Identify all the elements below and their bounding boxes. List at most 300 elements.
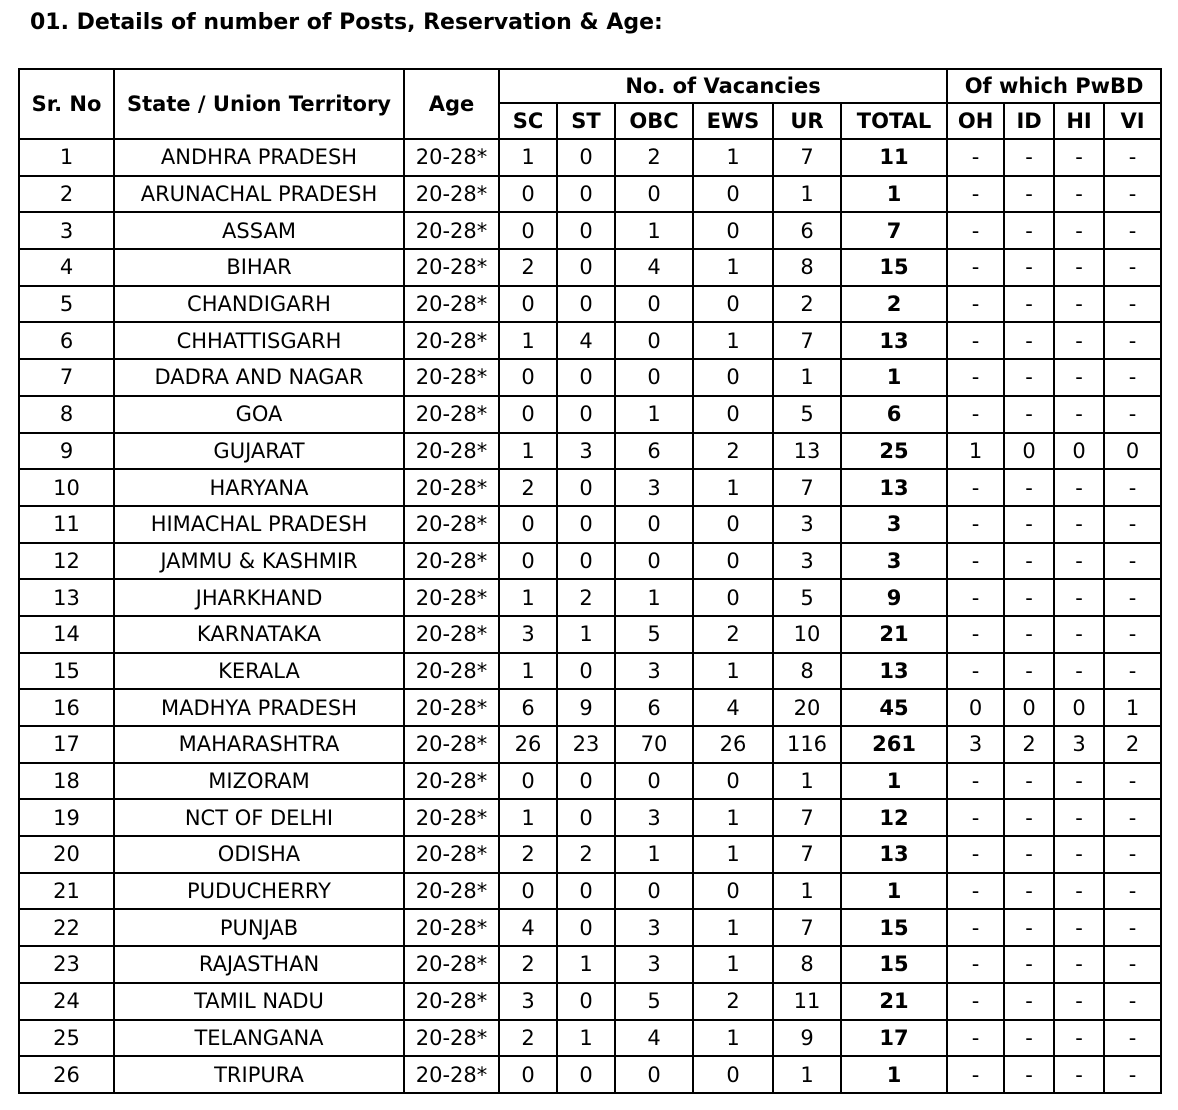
cell-hi: - <box>1054 1020 1104 1057</box>
cell-total: 3 <box>841 506 947 543</box>
cell-oh: - <box>947 396 1004 433</box>
cell-vi: - <box>1104 543 1161 580</box>
cell-ur: 7 <box>773 139 841 176</box>
table-row <box>19 616 1161 653</box>
cell-id: 0 <box>1004 689 1054 726</box>
cell-sr-no: 3 <box>19 212 114 249</box>
cell-age: 20-28* <box>404 506 499 543</box>
cell-sc: 0 <box>499 396 557 433</box>
cell-st: 23 <box>557 726 615 763</box>
cell-ur: 1 <box>773 873 841 910</box>
cell-id: 0 <box>1004 433 1054 470</box>
cell-total: 15 <box>841 946 947 983</box>
cell-age: 20-28* <box>404 616 499 653</box>
cell-sr-no: 26 <box>19 1056 114 1093</box>
cell-id: - <box>1004 543 1054 580</box>
cell-id: - <box>1004 799 1054 836</box>
cell-sr-no: 11 <box>19 506 114 543</box>
cell-state: BIHAR <box>114 249 404 286</box>
section-heading: 01. Details of number of Posts, Reservation & Age: <box>30 10 663 35</box>
cell-oh: - <box>947 176 1004 213</box>
cell-ur: 1 <box>773 763 841 800</box>
cell-sr-no: 13 <box>19 579 114 616</box>
cell-hi: - <box>1054 506 1104 543</box>
table-row <box>19 322 1161 359</box>
cell-st: 0 <box>557 249 615 286</box>
cell-st: 0 <box>557 1056 615 1093</box>
cell-ews: 0 <box>693 212 773 249</box>
cell-st: 0 <box>557 396 615 433</box>
header-total: TOTAL <box>841 103 947 139</box>
cell-ur: 7 <box>773 909 841 946</box>
cell-total: 13 <box>841 322 947 359</box>
cell-ews: 1 <box>693 469 773 506</box>
cell-vi: 2 <box>1104 726 1161 763</box>
cell-oh: - <box>947 763 1004 800</box>
cell-ur: 6 <box>773 212 841 249</box>
header-obc: OBC <box>615 103 693 139</box>
cell-ur: 8 <box>773 653 841 690</box>
cell-hi: - <box>1054 249 1104 286</box>
cell-sr-no: 5 <box>19 286 114 323</box>
cell-ews: 4 <box>693 689 773 726</box>
cell-total: 15 <box>841 909 947 946</box>
cell-oh: - <box>947 873 1004 910</box>
cell-total: 11 <box>841 139 947 176</box>
cell-ews: 0 <box>693 1056 773 1093</box>
cell-obc: 1 <box>615 836 693 873</box>
cell-oh: - <box>947 212 1004 249</box>
cell-hi: 3 <box>1054 726 1104 763</box>
cell-ews: 0 <box>693 286 773 323</box>
cell-sr-no: 10 <box>19 469 114 506</box>
cell-state: PUDUCHERRY <box>114 873 404 910</box>
cell-oh: - <box>947 506 1004 543</box>
cell-state: ARUNACHAL PRADESH <box>114 176 404 213</box>
cell-ews: 1 <box>693 836 773 873</box>
header-hi: HI <box>1054 103 1104 139</box>
cell-st: 0 <box>557 359 615 396</box>
cell-obc: 1 <box>615 579 693 616</box>
cell-oh: - <box>947 322 1004 359</box>
cell-ur: 9 <box>773 1020 841 1057</box>
cell-age: 20-28* <box>404 1056 499 1093</box>
cell-st: 0 <box>557 543 615 580</box>
table-row <box>19 139 1161 176</box>
cell-obc: 0 <box>615 506 693 543</box>
cell-hi: - <box>1054 836 1104 873</box>
header-vacancies-group: No. of Vacancies <box>499 69 947 103</box>
cell-id: - <box>1004 836 1054 873</box>
cell-oh: - <box>947 469 1004 506</box>
cell-oh: - <box>947 653 1004 690</box>
cell-sr-no: 14 <box>19 616 114 653</box>
cell-sc: 0 <box>499 506 557 543</box>
cell-sr-no: 22 <box>19 909 114 946</box>
cell-hi: 0 <box>1054 689 1104 726</box>
cell-oh: - <box>947 983 1004 1020</box>
cell-total: 1 <box>841 359 947 396</box>
cell-hi: - <box>1054 983 1104 1020</box>
cell-ews: 26 <box>693 726 773 763</box>
header-age: Age <box>404 69 499 139</box>
cell-id: - <box>1004 1056 1054 1093</box>
cell-total: 2 <box>841 286 947 323</box>
cell-obc: 70 <box>615 726 693 763</box>
cell-obc: 6 <box>615 433 693 470</box>
cell-ews: 1 <box>693 799 773 836</box>
table-row <box>19 1056 1161 1093</box>
cell-id: - <box>1004 1020 1054 1057</box>
cell-obc: 0 <box>615 286 693 323</box>
cell-vi: - <box>1104 359 1161 396</box>
cell-age: 20-28* <box>404 322 499 359</box>
table-row <box>19 579 1161 616</box>
cell-vi: - <box>1104 983 1161 1020</box>
cell-state: JAMMU & KASHMIR <box>114 543 404 580</box>
cell-sr-no: 19 <box>19 799 114 836</box>
cell-vi: - <box>1104 579 1161 616</box>
cell-obc: 3 <box>615 909 693 946</box>
cell-st: 1 <box>557 946 615 983</box>
cell-id: - <box>1004 176 1054 213</box>
cell-st: 2 <box>557 836 615 873</box>
header-id: ID <box>1004 103 1054 139</box>
cell-state: HIMACHAL PRADESH <box>114 506 404 543</box>
cell-ews: 1 <box>693 322 773 359</box>
cell-oh: - <box>947 1056 1004 1093</box>
cell-oh: - <box>947 359 1004 396</box>
cell-obc: 4 <box>615 1020 693 1057</box>
cell-st: 0 <box>557 763 615 800</box>
cell-st: 0 <box>557 286 615 323</box>
cell-state: ASSAM <box>114 212 404 249</box>
header-state: State / Union Territory <box>114 69 404 139</box>
cell-oh: 3 <box>947 726 1004 763</box>
cell-obc: 3 <box>615 469 693 506</box>
cell-id: - <box>1004 653 1054 690</box>
cell-sr-no: 18 <box>19 763 114 800</box>
cell-ur: 2 <box>773 286 841 323</box>
cell-hi: - <box>1054 176 1104 213</box>
cell-state: CHHATTISGARH <box>114 322 404 359</box>
cell-sr-no: 4 <box>19 249 114 286</box>
cell-sr-no: 1 <box>19 139 114 176</box>
table-row <box>19 836 1161 873</box>
cell-state: GOA <box>114 396 404 433</box>
cell-id: - <box>1004 616 1054 653</box>
cell-st: 0 <box>557 873 615 910</box>
header-sr-no: Sr. No <box>19 69 114 139</box>
cell-state: GUJARAT <box>114 433 404 470</box>
cell-sc: 4 <box>499 909 557 946</box>
table-row <box>19 946 1161 983</box>
cell-vi: - <box>1104 396 1161 433</box>
cell-oh: 0 <box>947 689 1004 726</box>
cell-hi: - <box>1054 396 1104 433</box>
cell-ews: 1 <box>693 139 773 176</box>
cell-total: 1 <box>841 176 947 213</box>
cell-id: - <box>1004 763 1054 800</box>
cell-ews: 2 <box>693 616 773 653</box>
cell-ur: 20 <box>773 689 841 726</box>
cell-state: PUNJAB <box>114 909 404 946</box>
cell-total: 6 <box>841 396 947 433</box>
cell-st: 3 <box>557 433 615 470</box>
cell-sr-no: 23 <box>19 946 114 983</box>
cell-vi: - <box>1104 322 1161 359</box>
cell-state: KARNATAKA <box>114 616 404 653</box>
table-row <box>19 1020 1161 1057</box>
cell-sc: 1 <box>499 139 557 176</box>
cell-sc: 0 <box>499 176 557 213</box>
cell-age: 20-28* <box>404 396 499 433</box>
cell-sc: 2 <box>499 836 557 873</box>
table-row <box>19 763 1161 800</box>
cell-ur: 1 <box>773 176 841 213</box>
cell-st: 0 <box>557 176 615 213</box>
table-row <box>19 249 1161 286</box>
cell-oh: 1 <box>947 433 1004 470</box>
cell-hi: - <box>1054 799 1104 836</box>
cell-state: MIZORAM <box>114 763 404 800</box>
cell-total: 13 <box>841 836 947 873</box>
cell-st: 0 <box>557 983 615 1020</box>
cell-state: TRIPURA <box>114 1056 404 1093</box>
cell-id: - <box>1004 396 1054 433</box>
cell-obc: 3 <box>615 653 693 690</box>
cell-state: TAMIL NADU <box>114 983 404 1020</box>
cell-age: 20-28* <box>404 359 499 396</box>
cell-id: - <box>1004 506 1054 543</box>
table-row <box>19 909 1161 946</box>
cell-total: 13 <box>841 653 947 690</box>
header-oh: OH <box>947 103 1004 139</box>
cell-ews: 0 <box>693 763 773 800</box>
cell-state: ODISHA <box>114 836 404 873</box>
cell-id: - <box>1004 359 1054 396</box>
cell-age: 20-28* <box>404 469 499 506</box>
cell-oh: - <box>947 909 1004 946</box>
cell-hi: - <box>1054 286 1104 323</box>
cell-sr-no: 15 <box>19 653 114 690</box>
cell-ews: 0 <box>693 506 773 543</box>
cell-id: - <box>1004 983 1054 1020</box>
cell-age: 20-28* <box>404 946 499 983</box>
cell-sr-no: 6 <box>19 322 114 359</box>
cell-st: 1 <box>557 1020 615 1057</box>
cell-age: 20-28* <box>404 653 499 690</box>
cell-vi: - <box>1104 286 1161 323</box>
cell-total: 261 <box>841 726 947 763</box>
cell-ews: 1 <box>693 249 773 286</box>
cell-age: 20-28* <box>404 873 499 910</box>
cell-obc: 0 <box>615 176 693 213</box>
cell-ur: 11 <box>773 983 841 1020</box>
cell-total: 7 <box>841 212 947 249</box>
cell-state: KERALA <box>114 653 404 690</box>
table-row <box>19 983 1161 1020</box>
cell-st: 0 <box>557 212 615 249</box>
cell-ews: 0 <box>693 543 773 580</box>
cell-sc: 0 <box>499 873 557 910</box>
cell-hi: - <box>1054 653 1104 690</box>
table-row <box>19 873 1161 910</box>
header-ur: UR <box>773 103 841 139</box>
cell-ur: 5 <box>773 579 841 616</box>
cell-age: 20-28* <box>404 1020 499 1057</box>
table-row <box>19 506 1161 543</box>
cell-ews: 2 <box>693 983 773 1020</box>
cell-ur: 10 <box>773 616 841 653</box>
cell-obc: 0 <box>615 1056 693 1093</box>
cell-total: 1 <box>841 1056 947 1093</box>
cell-state: TELANGANA <box>114 1020 404 1057</box>
cell-age: 20-28* <box>404 543 499 580</box>
cell-ews: 0 <box>693 359 773 396</box>
cell-ur: 13 <box>773 433 841 470</box>
vacancy-table <box>18 68 1162 1094</box>
cell-ur: 7 <box>773 322 841 359</box>
cell-oh: - <box>947 946 1004 983</box>
table-row <box>19 543 1161 580</box>
cell-ur: 1 <box>773 1056 841 1093</box>
cell-st: 0 <box>557 909 615 946</box>
cell-id: - <box>1004 286 1054 323</box>
cell-vi: - <box>1104 212 1161 249</box>
cell-vi: - <box>1104 1056 1161 1093</box>
cell-total: 45 <box>841 689 947 726</box>
table-row <box>19 689 1161 726</box>
cell-sr-no: 9 <box>19 433 114 470</box>
cell-age: 20-28* <box>404 836 499 873</box>
cell-ur: 7 <box>773 799 841 836</box>
table-row <box>19 433 1161 470</box>
cell-total: 21 <box>841 983 947 1020</box>
table-row <box>19 799 1161 836</box>
cell-sc: 1 <box>499 579 557 616</box>
cell-age: 20-28* <box>404 799 499 836</box>
cell-total: 1 <box>841 873 947 910</box>
cell-obc: 0 <box>615 873 693 910</box>
cell-st: 0 <box>557 469 615 506</box>
cell-sr-no: 21 <box>19 873 114 910</box>
table-row <box>19 359 1161 396</box>
cell-sc: 0 <box>499 1056 557 1093</box>
table-body <box>19 139 1161 1093</box>
table-row <box>19 469 1161 506</box>
cell-ur: 8 <box>773 946 841 983</box>
cell-vi: - <box>1104 836 1161 873</box>
cell-total: 1 <box>841 763 947 800</box>
cell-sc: 0 <box>499 212 557 249</box>
cell-ews: 1 <box>693 909 773 946</box>
cell-obc: 4 <box>615 249 693 286</box>
cell-oh: - <box>947 286 1004 323</box>
cell-obc: 0 <box>615 763 693 800</box>
cell-hi: - <box>1054 322 1104 359</box>
cell-st: 0 <box>557 506 615 543</box>
header-vi: VI <box>1104 103 1161 139</box>
cell-sc: 0 <box>499 286 557 323</box>
cell-hi: - <box>1054 139 1104 176</box>
cell-oh: - <box>947 579 1004 616</box>
cell-hi: - <box>1054 873 1104 910</box>
cell-total: 25 <box>841 433 947 470</box>
cell-age: 20-28* <box>404 212 499 249</box>
cell-age: 20-28* <box>404 726 499 763</box>
cell-age: 20-28* <box>404 249 499 286</box>
cell-ews: 0 <box>693 396 773 433</box>
cell-vi: - <box>1104 653 1161 690</box>
table-row <box>19 212 1161 249</box>
cell-total: 9 <box>841 579 947 616</box>
cell-oh: - <box>947 249 1004 286</box>
cell-obc: 2 <box>615 139 693 176</box>
header-row-group <box>19 69 1161 103</box>
cell-id: - <box>1004 946 1054 983</box>
header-sc: SC <box>499 103 557 139</box>
cell-sr-no: 20 <box>19 836 114 873</box>
cell-state: MAHARASHTRA <box>114 726 404 763</box>
cell-hi: - <box>1054 579 1104 616</box>
cell-oh: - <box>947 799 1004 836</box>
cell-obc: 1 <box>615 396 693 433</box>
cell-sr-no: 2 <box>19 176 114 213</box>
cell-vi: - <box>1104 506 1161 543</box>
cell-obc: 6 <box>615 689 693 726</box>
cell-ur: 7 <box>773 469 841 506</box>
table-row <box>19 286 1161 323</box>
cell-hi: - <box>1054 359 1104 396</box>
cell-st: 2 <box>557 579 615 616</box>
cell-sr-no: 7 <box>19 359 114 396</box>
cell-ews: 0 <box>693 176 773 213</box>
table-row <box>19 176 1161 213</box>
cell-hi: - <box>1054 616 1104 653</box>
cell-id: - <box>1004 212 1054 249</box>
cell-sr-no: 24 <box>19 983 114 1020</box>
cell-ews: 1 <box>693 1020 773 1057</box>
cell-st: 0 <box>557 653 615 690</box>
cell-sr-no: 16 <box>19 689 114 726</box>
cell-hi: - <box>1054 212 1104 249</box>
cell-id: - <box>1004 322 1054 359</box>
cell-hi: - <box>1054 1056 1104 1093</box>
cell-obc: 1 <box>615 212 693 249</box>
cell-vi: - <box>1104 873 1161 910</box>
cell-obc: 0 <box>615 322 693 359</box>
cell-oh: - <box>947 543 1004 580</box>
cell-sr-no: 8 <box>19 396 114 433</box>
cell-ur: 116 <box>773 726 841 763</box>
cell-sc: 0 <box>499 763 557 800</box>
table-row <box>19 396 1161 433</box>
cell-sc: 2 <box>499 946 557 983</box>
cell-total: 21 <box>841 616 947 653</box>
cell-vi: - <box>1104 176 1161 213</box>
cell-ews: 0 <box>693 873 773 910</box>
cell-state: ANDHRA PRADESH <box>114 139 404 176</box>
cell-hi: - <box>1054 909 1104 946</box>
cell-age: 20-28* <box>404 286 499 323</box>
cell-sc: 2 <box>499 469 557 506</box>
cell-total: 3 <box>841 543 947 580</box>
cell-ur: 5 <box>773 396 841 433</box>
cell-age: 20-28* <box>404 983 499 1020</box>
cell-state: DADRA AND NAGAR <box>114 359 404 396</box>
cell-sc: 26 <box>499 726 557 763</box>
